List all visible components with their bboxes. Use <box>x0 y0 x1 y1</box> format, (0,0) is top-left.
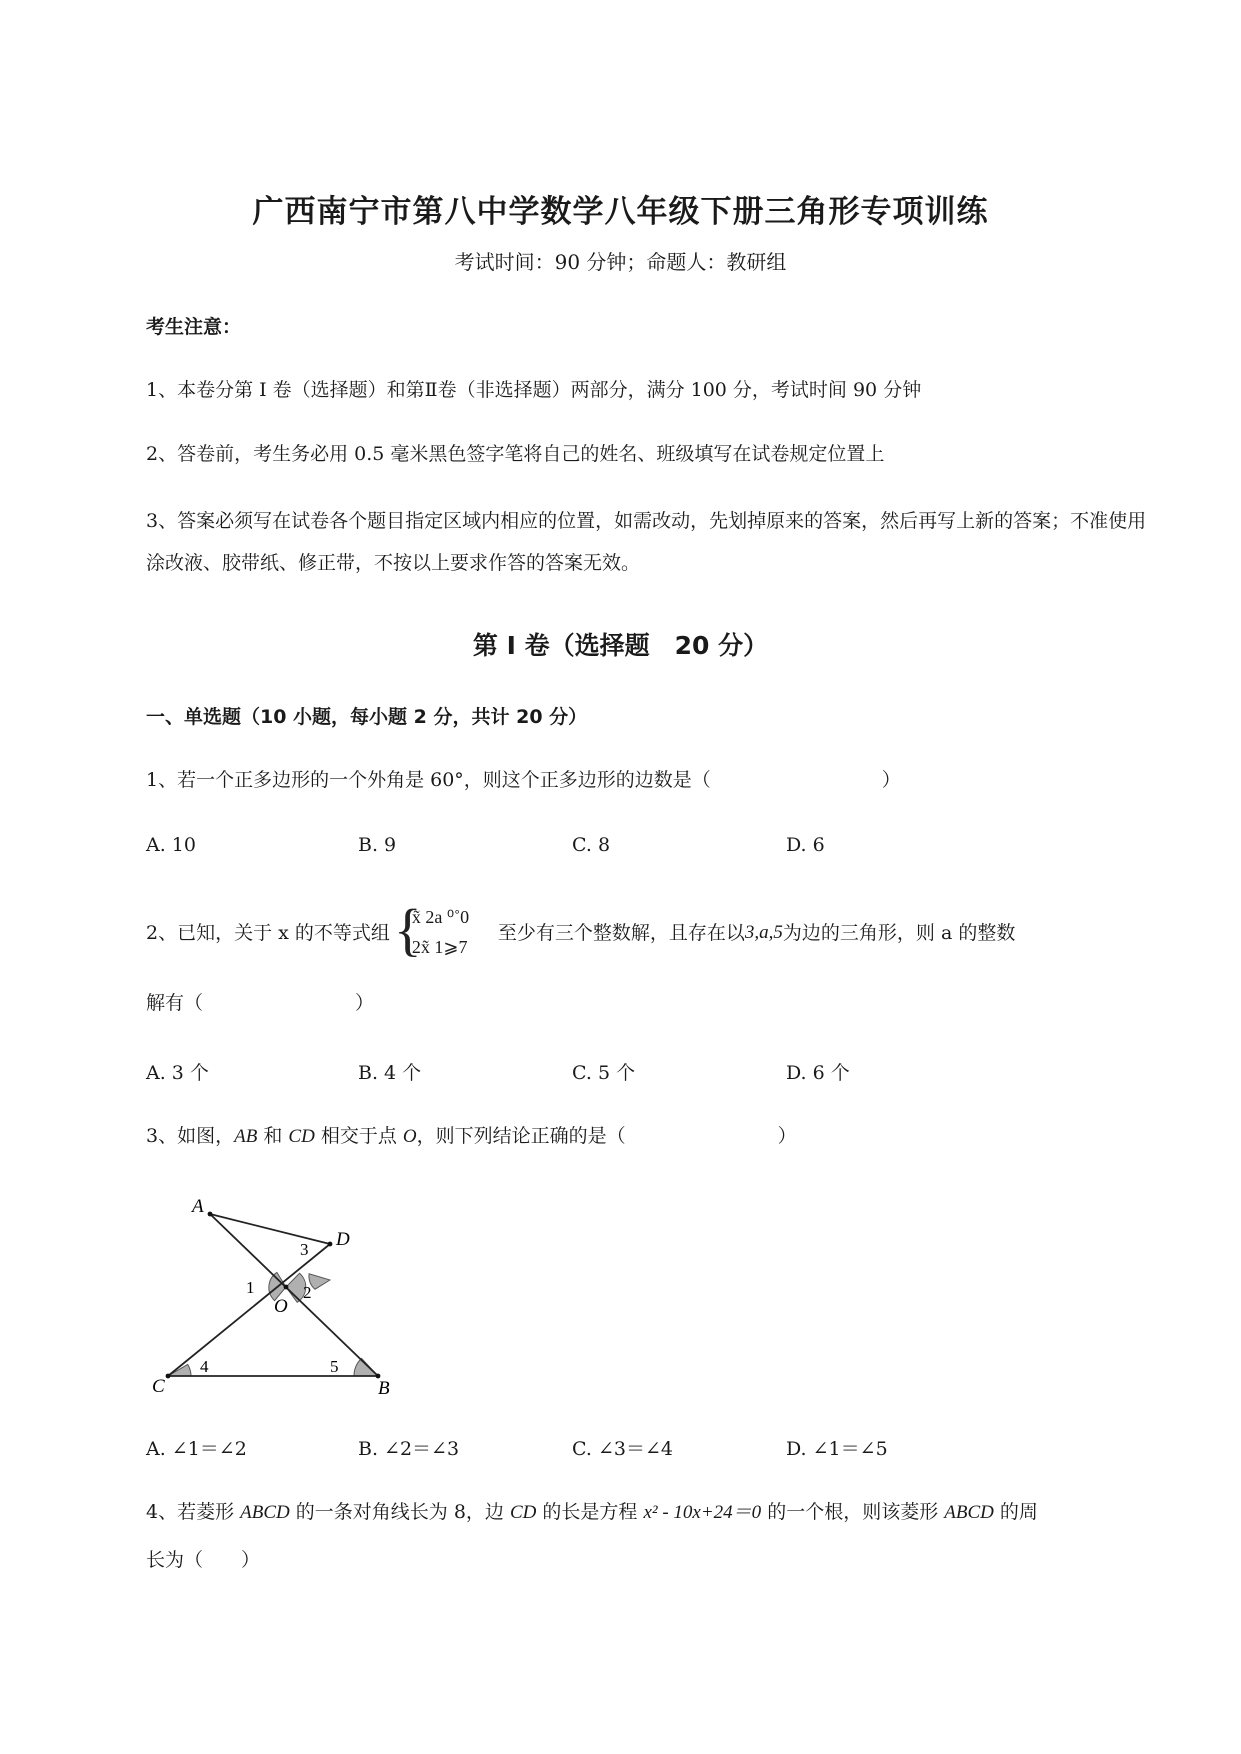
brace-icon: { <box>393 897 422 962</box>
question-3-option-a: A. ∠1＝∠2 <box>146 1438 247 1460</box>
label-angle-4: 4 <box>200 1357 209 1376</box>
intersecting-lines-figure <box>140 1190 420 1410</box>
label-a: A <box>192 1196 204 1217</box>
question-3-stem-p3: 相交于点 <box>314 1125 403 1147</box>
question-4-stem <box>146 1498 1038 1527</box>
question-1-option-a: A. 10 <box>146 834 196 856</box>
label-b: B <box>378 1378 390 1399</box>
page-title: 广西南宁市第八中学数学八年级下册三角形专项训练 <box>252 194 989 230</box>
side-lengths: 3,a,5 <box>744 922 783 943</box>
segment-cd-line <box>168 1244 330 1376</box>
side-cd: CD <box>509 1502 537 1523</box>
question-2-stem <box>146 897 1016 962</box>
label-angle-1: 1 <box>246 1278 255 1297</box>
question-1-option-c: C. 8 <box>572 834 611 856</box>
question-2-stem-mid: 至少有三个整数解，且存在以 <box>497 922 745 944</box>
rhombus-name-2: ABCD <box>944 1502 994 1523</box>
label-d: D <box>336 1229 350 1250</box>
label-angle-2: 2 <box>303 1283 312 1302</box>
question-1-option-d: D. 6 <box>786 834 825 856</box>
question-3-option-d: D. ∠1＝∠5 <box>786 1438 888 1460</box>
label-angle-5: 5 <box>330 1357 339 1376</box>
question-4-stem-p2: 的一条对角线长为 8，边 <box>289 1501 510 1523</box>
question-3-stem-p4: ，则下列结论正确的是（ ） <box>416 1125 797 1147</box>
question-2-stem-prefix: 2、已知，关于 x 的不等式组 <box>146 922 390 944</box>
question-4-stem-p5: 的周 <box>993 1501 1038 1523</box>
question-4-stem-p4: 的一个根，则该菱形 <box>761 1501 945 1523</box>
question-4-stem-p1: 4、若菱形 <box>146 1501 241 1523</box>
segment-cd: CD <box>288 1126 315 1147</box>
notice-item-3: 3、答案必须写在试卷各个题目指定区域内相应的位置，如需改动，先划掉原来的答案，然后再写上新的答案；不准使用涂改液、胶带纸、修正带，不按以上要求作答的答案无效。 <box>146 510 1147 574</box>
question-3-stem <box>146 1122 797 1151</box>
notice-item-1: 1、本卷分第 I 卷（选择题）和第Ⅱ卷（非选择题）两部分，满分 100 分，考试时间 90 分钟 <box>146 379 922 401</box>
question-3-stem-p2: 和 <box>257 1125 289 1147</box>
question-1-option-b: B. 9 <box>358 834 397 856</box>
point-o-dot <box>284 1285 289 1290</box>
segment-ab: AB <box>234 1126 258 1147</box>
question-3-option-c: C. ∠3＝∠4 <box>572 1438 673 1460</box>
point-c-dot <box>166 1374 171 1379</box>
inequality-row-1: x̃ 2a ⁰˚0 <box>411 907 470 927</box>
quadratic-equation: x² - 10x+24＝0 <box>643 1502 762 1523</box>
notice-item-2: 2、答卷前，考生务必用 0.5 毫米黑色签字笔将自己的姓名、班级填写在试卷规定位置上 <box>146 443 885 465</box>
inequality-row-2: 2x̃ 1⩾7 <box>411 937 468 957</box>
question-2-option-d: D. 6 个 <box>786 1062 850 1084</box>
label-angle-3: 3 <box>300 1240 309 1259</box>
label-c: C <box>152 1376 165 1397</box>
notice-heading: 考生注意： <box>146 316 242 338</box>
question-3-stem-p1: 3、如图， <box>146 1125 235 1147</box>
question-3-option-b: B. ∠2＝∠3 <box>358 1438 460 1460</box>
question-2-option-c: C. 5 个 <box>572 1062 636 1084</box>
rhombus-name-1: ABCD <box>240 1502 290 1523</box>
point-d-dot <box>328 1242 333 1247</box>
question-2-stem-line2: 解有（ ） <box>146 992 375 1014</box>
point-a-dot <box>208 1212 213 1217</box>
angle-3-arc <box>309 1274 330 1289</box>
question-4-stem-line2: 长为（ ） <box>146 1549 261 1571</box>
segment-ad <box>210 1214 330 1244</box>
question-2-stem-suffix: 为边的三角形，则 a 的整数 <box>782 922 1016 944</box>
point-o: O <box>402 1126 417 1147</box>
question-2-option-a: A. 3 个 <box>146 1062 209 1084</box>
label-o: O <box>274 1296 288 1317</box>
segment-ab-line <box>210 1214 378 1376</box>
question-1-stem: 1、若一个正多边形的一个外角是 60°，则这个正多边形的边数是（ ） <box>146 769 901 791</box>
section-title: 第 I 卷（选择题 20 分） <box>472 631 769 660</box>
question-4-stem-p3: 的长是方程 <box>536 1501 644 1523</box>
exam-info: 考试时间：90 分钟；命题人：教研组 <box>454 250 787 274</box>
part-heading: 一、单选题（10 小题，每小题 2 分，共计 20 分） <box>146 706 588 728</box>
inequality-system <box>393 897 494 962</box>
question-2-option-b: B. 4 个 <box>358 1062 422 1084</box>
